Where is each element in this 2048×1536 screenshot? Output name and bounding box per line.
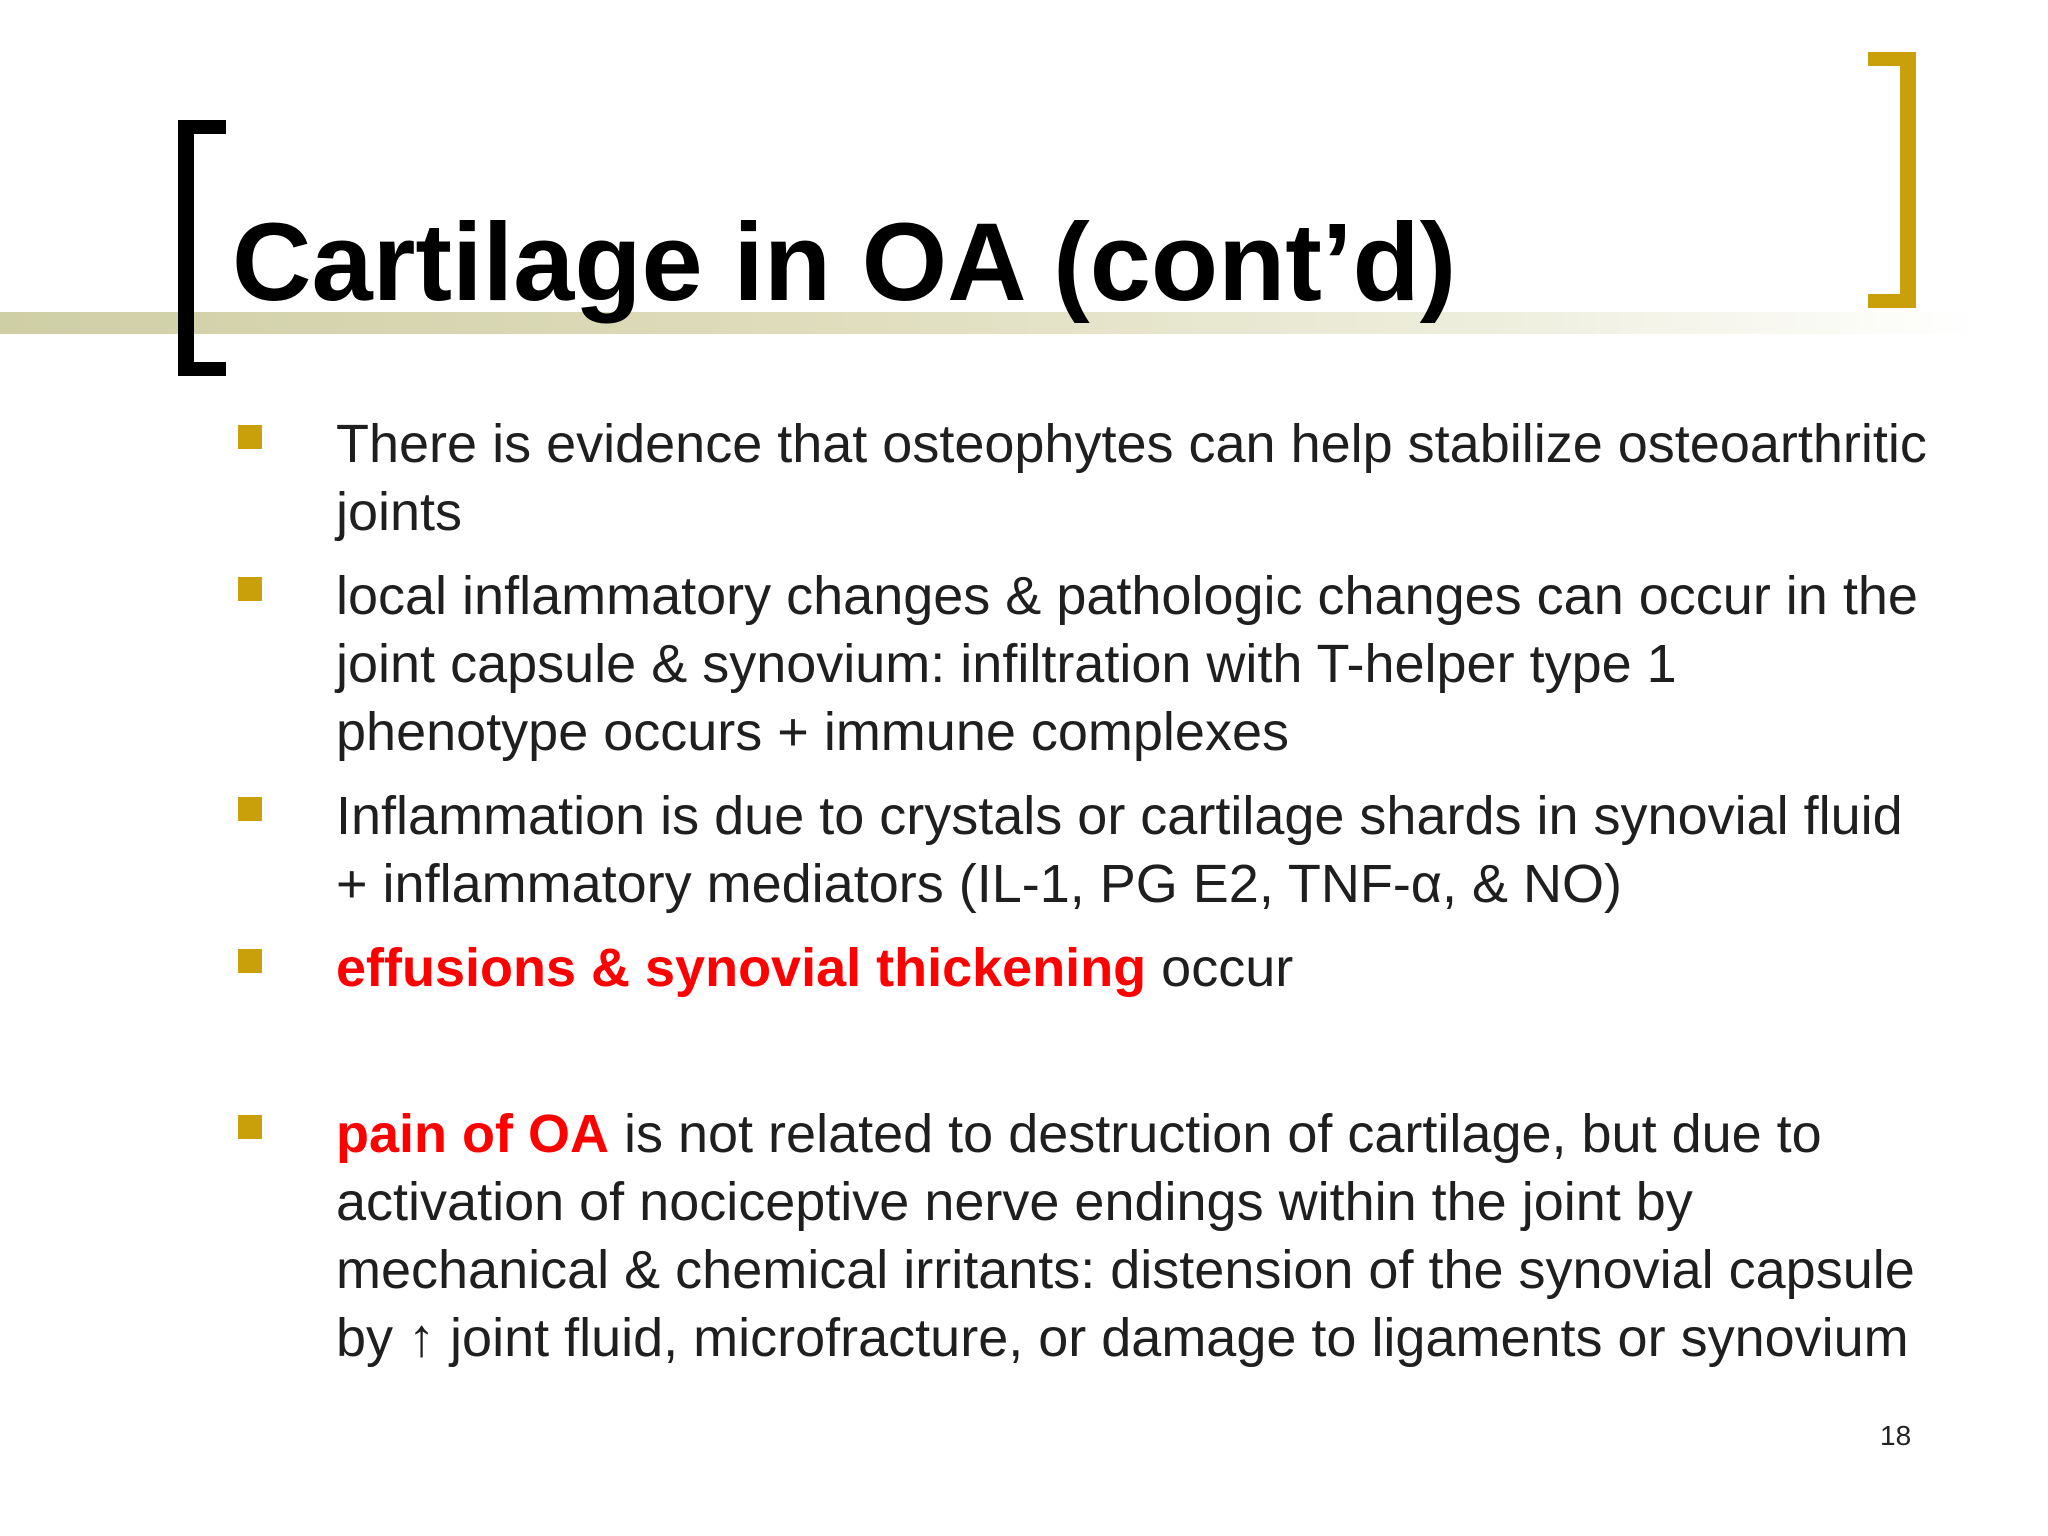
bullet-item	[236, 410, 1936, 546]
slide-title: Cartilage in OA (cont’d)	[232, 201, 1457, 324]
page-number: 18	[1880, 1420, 1912, 1451]
right-bracket-decoration	[1868, 52, 1916, 308]
bullet-list	[236, 410, 1936, 1388]
bullet-item	[236, 562, 1936, 766]
square-bullet-icon	[238, 425, 262, 449]
left-bracket-decoration	[178, 120, 226, 376]
bullet-highlight: pain of OA	[336, 1104, 609, 1164]
bullet-item	[236, 934, 1936, 1002]
bullet-highlight: effusions & synovial thickening	[336, 938, 1147, 998]
bullet-text: There is evidence that osteophytes can help stabilize osteoarthritic joints	[336, 414, 1927, 542]
bullet-item	[236, 1100, 1936, 1372]
bullet-item	[236, 782, 1936, 918]
square-bullet-icon	[238, 797, 262, 821]
bullet-text: occur	[1146, 938, 1294, 998]
square-bullet-icon	[238, 949, 262, 973]
square-bullet-icon	[238, 1115, 262, 1139]
bullet-text: local inflammatory changes & pathologic changes can occur in the joint capsule & synovium: infiltration with T-helper type 1 phenotype occurs + immune complexes	[336, 566, 1918, 762]
square-bullet-icon	[238, 577, 262, 601]
bullet-text: is not related to destruction of cartilage, but due to activation of nociceptive nerve endings within the joint by mechanical & chemical irritants: distension of the synovial capsule by ↑ joint fluid, microfracture, or damage to ligaments or synovium	[336, 1104, 1915, 1368]
bullet-text: Inflammation is due to crystals or cartilage shards in synovial fluid + inflammatory mediators (IL-1, PG E2, TNF-α, & NO)	[336, 786, 1903, 914]
